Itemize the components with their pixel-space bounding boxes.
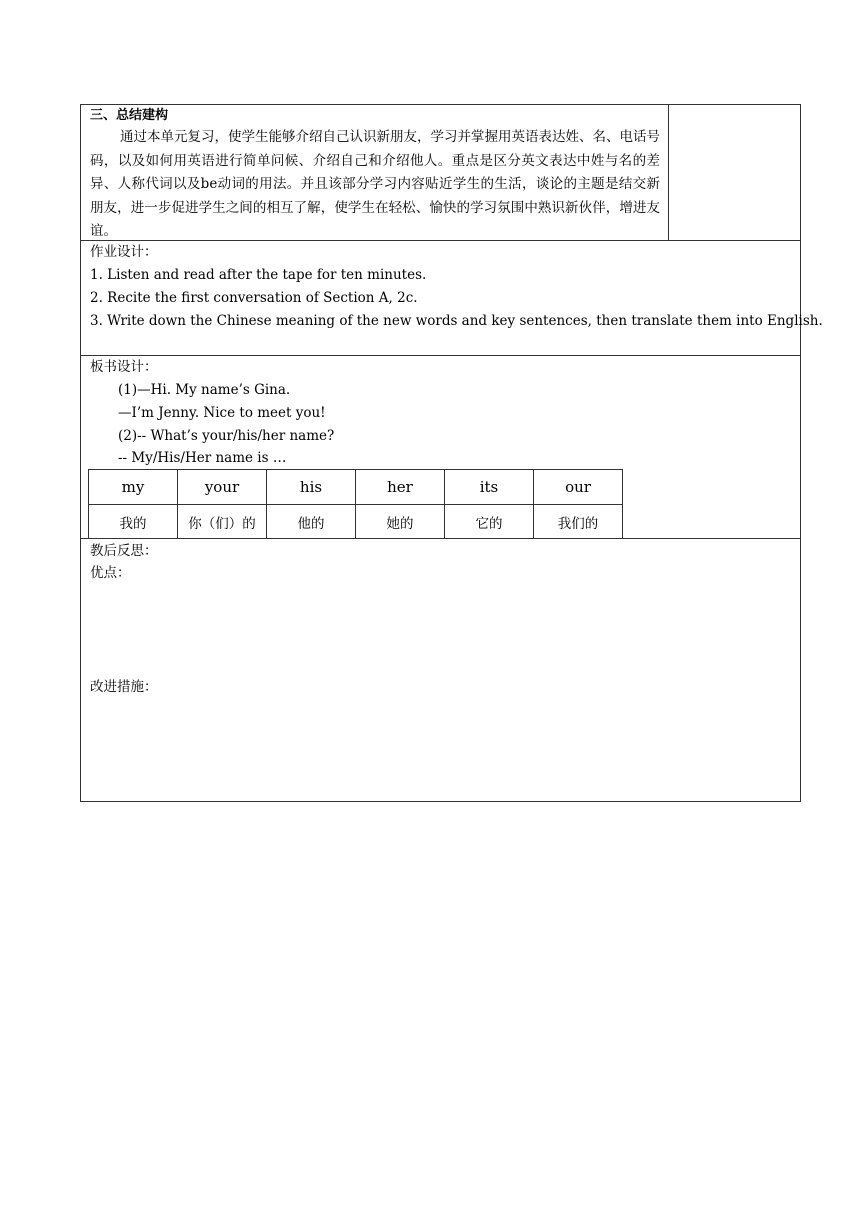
- table-cell: her: [356, 470, 445, 505]
- table-cell: our: [534, 470, 623, 505]
- board-line: (1)—Hi. My name’s Gina.: [118, 382, 291, 398]
- board-heading: 板书设计：: [90, 359, 158, 375]
- homework-heading: 作业设计：: [90, 244, 158, 260]
- possessive-pronoun-table: [88, 469, 623, 539]
- reflection-heading: 教后反思：: [90, 543, 158, 559]
- table-cell: my: [89, 470, 178, 505]
- table-cell: 你（们）的: [178, 505, 267, 539]
- table-cell: 它的: [445, 505, 534, 539]
- table-cell: 他的: [267, 505, 356, 539]
- merits-label: 优点：: [90, 565, 131, 581]
- summary-heading: 三、总结建构: [90, 108, 169, 123]
- board-line: —I’m Jenny. Nice to meet you!: [118, 405, 326, 421]
- table-cell: his: [267, 470, 356, 505]
- table-cell: 我的: [89, 505, 178, 539]
- table-row-english: [89, 470, 623, 505]
- board-line: -- My/His/Her name is …: [118, 450, 287, 466]
- summary-column-divider: [668, 104, 669, 241]
- homework-item: 2. Recite the first conversation of Section A, 2c.: [90, 290, 418, 306]
- homework-item: 3. Write down the Chinese meaning of the new words and key sentences, then translate them into English.: [90, 313, 823, 329]
- table-cell: 我们的: [534, 505, 623, 539]
- board-line: (2)-- What’s your/his/her name?: [118, 428, 335, 444]
- homework-item: 1. Listen and read after the tape for ten minutes.: [90, 267, 427, 283]
- summary-paragraph: 通过本单元复习，使学生能够介绍自己认识新朋友，学习并掌握用英语表达姓、名、电话号码，以及如何用英语进行简单问候、介绍自己和介绍他人。重点是区分英文表达中姓与名的差异、人称代词以及be动词的用法。并且该部分学习内容贴近学生的生活，谈论的主题是结交新朋友，进一步促进学生之间的相互了解，使学生在轻松、愉快的学习氛围中熟识新伙伴，增进友谊。: [90, 129, 660, 239]
- table-cell: your: [178, 470, 267, 505]
- table-cell: its: [445, 470, 534, 505]
- table-row-chinese: [89, 505, 623, 539]
- table-cell: 她的: [356, 505, 445, 539]
- row-divider-homework: [80, 355, 801, 356]
- improve-label: 改进措施：: [90, 679, 158, 695]
